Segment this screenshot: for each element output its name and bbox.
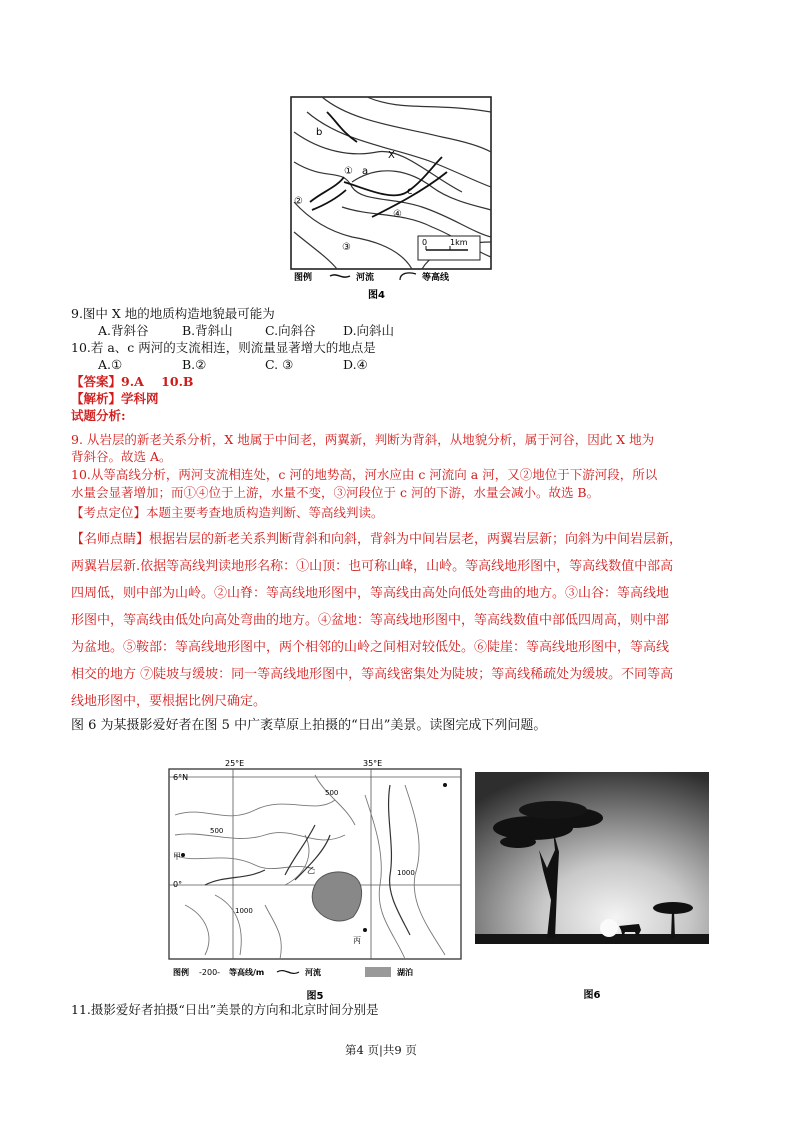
analysis-source: 学科网 <box>121 391 159 406</box>
fig6-caption: 图6 <box>583 990 601 1001</box>
contour-1000: 1000 <box>235 907 253 915</box>
analysis-9-line2: 背斜谷。故选 A。 <box>71 449 172 464</box>
page-footer: 第4 页|共9 页 <box>345 1043 417 1057</box>
contour-500a: 500 <box>210 827 224 835</box>
fig4-legend <box>294 271 450 301</box>
fig4-label-4: ④ <box>393 209 402 220</box>
q9-option-d: D.向斜山 <box>343 323 395 338</box>
figure-4-svg <box>282 92 496 306</box>
place-yi: 乙 <box>307 866 315 875</box>
analysis-10-line1: 10.从等高线分析，两河支流相连处，c 河的地势高，河水应由 c 河流向 a 河，又②地位于下游河段，所以 <box>71 467 658 482</box>
analysis-label: 【解析】 <box>71 391 122 406</box>
fig4-scale-bar <box>418 236 480 260</box>
analysis-9-line1: 9. 从岩层的新老关系分析，X 地属于中间老，两翼新，判断为背斜，从地貌分析，属于河谷，因此 X 地为 <box>71 432 655 447</box>
q10-option-d: D.④ <box>343 357 368 372</box>
mingshi-line: 线地形图中，要根据比例尺确定。 <box>71 694 267 709</box>
contour-500b: 500 <box>325 789 339 797</box>
fig4-caption: 图4 <box>368 290 385 301</box>
question-10-stem: 10.若 a、c 两河的支流相连，则流量显著增大的地点是 <box>71 340 376 355</box>
fig4-label-x: X <box>388 150 395 161</box>
figure-5-map <box>165 755 465 1005</box>
mingshi-line: 两翼岩层新.依据等高线判读地形名称：①山顶：也可称山峰，山岭。等高线地形图中，等高线数值中部高 <box>71 559 674 574</box>
lake-legend-icon <box>365 967 391 977</box>
mingshi-paragraph <box>71 526 721 715</box>
mingshi-line: 为盆地。⑤鞍部：等高线地形图中，两个相邻的山岭之间相对较低处。⑥陡崖：等高线地形图中，等高线 <box>71 640 670 655</box>
analysis-10-line2: 水量会显著增加；而①④位于上游，水量不变，③河段位于 c 河的下游，水量会减小。故选 B。 <box>71 485 600 500</box>
figure-6-photo <box>473 770 711 1005</box>
kaodian-label: 【考点定位】 <box>71 505 147 520</box>
contour-1000b: 1000 <box>397 869 415 877</box>
river-legend-icon <box>330 275 350 277</box>
svg-text:湖泊: 湖泊 <box>397 968 413 977</box>
fig5-caption: 图5 <box>306 991 324 1002</box>
mingshi-line: 四周低，则中部为山岭。②山脊：等高线地形图中，等高线由高处向低处弯曲的地方。③山谷：等高线地 <box>71 586 670 601</box>
svg-text:河流: 河流 <box>356 273 375 283</box>
answer-label: 【答案】 <box>71 374 122 389</box>
kaodian-line <box>71 505 384 520</box>
lat-6n: 6°N <box>173 773 189 782</box>
analysis-heading: 试题分析: <box>71 408 126 423</box>
fig4-label-a: a <box>362 166 369 177</box>
svg-text:-200-: -200- <box>199 968 221 977</box>
q10-option-c: C. ③ <box>265 357 294 372</box>
q9-option-b: B.背斜山 <box>182 323 233 338</box>
fig4-label-2: ② <box>294 196 303 207</box>
fig4-label-3: ③ <box>342 242 351 253</box>
svg-text:等高线: 等高线 <box>422 273 450 283</box>
sun-shape <box>600 919 618 937</box>
svg-text:图例: 图例 <box>294 273 313 283</box>
answer-text: 9.A 10.B <box>121 374 194 389</box>
svg-text:0: 0 <box>422 238 428 247</box>
figure-4-contour-map <box>282 92 496 306</box>
svg-text:等高线/m: 等高线/m <box>229 968 265 977</box>
mingshi-line: 相交的地方 ⑦陡坡与缓坡：同一等高线地形图中，等高线密集处为陡坡；等高线稀疏处为缓坡。不同等高 <box>71 667 674 682</box>
kaodian-text: 本题主要考查地质构造判断、等高线判读。 <box>146 505 384 520</box>
mingshi-line: 【名师点睛】根据岩层的新老关系判断背斜和向斜，背斜为中间岩层老，两翼岩层新；向斜为中间岩层新， <box>71 532 683 547</box>
intro-text: 图 6 为某摄影爱好者在图 5 中广袤草原上拍摄的“日出”美景。读图完成下列问题。 <box>71 718 547 733</box>
q10-option-b: B.② <box>182 357 207 372</box>
analysis-label-line <box>71 391 159 406</box>
lon-25e: 25°E <box>225 759 245 768</box>
place-bing: 丙 <box>353 936 361 945</box>
fig4-label-c: c <box>407 186 413 197</box>
q9-option-c: C.向斜谷 <box>265 323 316 338</box>
contour-legend-icon <box>400 273 416 280</box>
svg-text:河流: 河流 <box>305 968 321 977</box>
lon-35e: 35°E <box>363 759 383 768</box>
place-jia: 甲 <box>173 852 181 861</box>
svg-text:图例: 图例 <box>173 968 189 977</box>
question-11-stem: 11.摄影爱好者拍摄“日出”美景的方向和北京时间分别是 <box>71 1002 379 1017</box>
fig4-label-b: b <box>316 127 323 138</box>
fig4-label-1: ① <box>344 166 353 177</box>
q10-option-a: A.① <box>98 357 123 372</box>
mingshi-line: 形图中，等高线由低处向高处弯曲的地方。④盆地：等高线地形图中，等高线数值中部低四周高，则中部 <box>71 613 670 628</box>
svg-text:1km: 1km <box>450 238 468 247</box>
figure-6-svg <box>473 770 711 1005</box>
question-9-stem: 9.图中 X 地的地质构造地貌最可能为 <box>71 306 275 321</box>
lat-0: 0° <box>173 880 183 889</box>
river-legend-icon <box>277 971 299 974</box>
q9-option-a: A.背斜谷 <box>98 323 149 338</box>
answer-line <box>71 374 193 389</box>
figure-5-svg <box>165 755 465 1005</box>
fig5-legend <box>173 967 413 1002</box>
